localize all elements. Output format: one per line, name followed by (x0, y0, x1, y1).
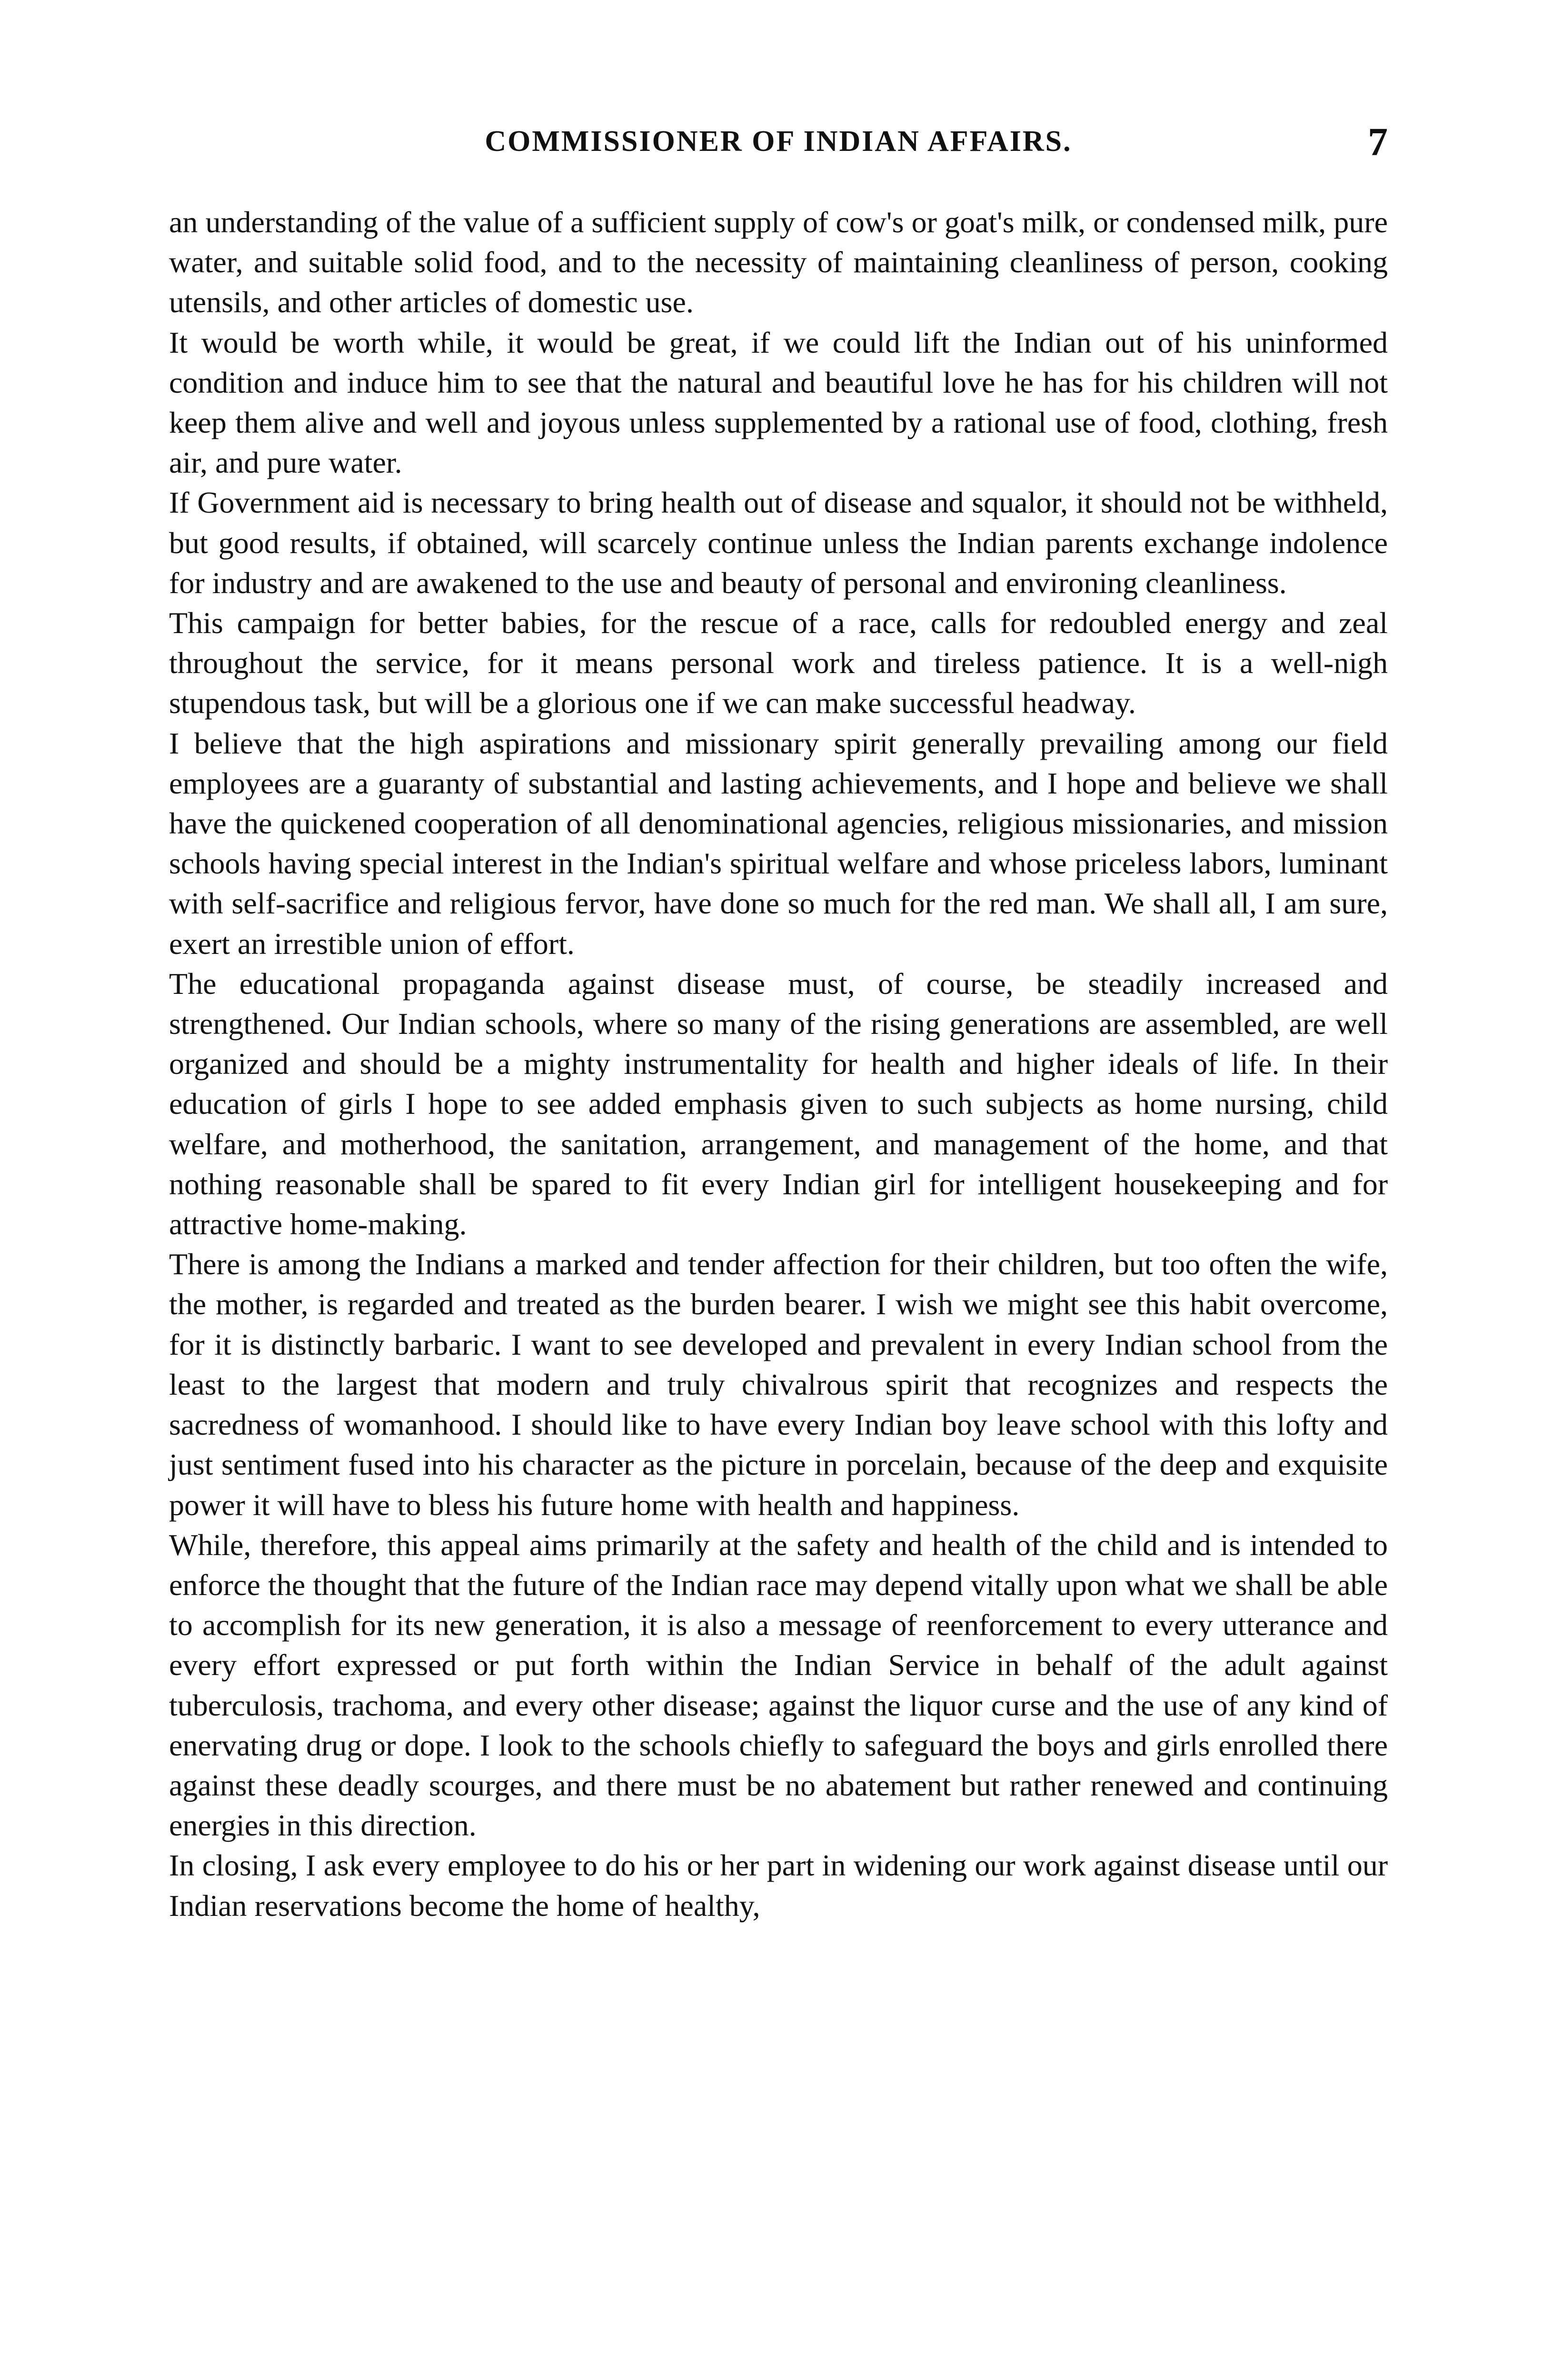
paragraph-government-aid: If Government aid is necessary to bring health out of disease and squalor, it should not be withheld, but good results, if obtained, will scarcely continue unless the Indian parents exchange indolence for industry and are awakened to the use and beauty of personal and environing cleanliness. (169, 486, 1388, 600)
text-body (169, 202, 1388, 1926)
paragraph-educational-propaganda: The educational propaganda against disease must, of course, be steadily increased and strengthened. Our Indian schools, where so many of the rising generations are assembled, are well organized and should be a mighty instrumentality for health and higher ideals of life. In their education of girls I hope to see added emphasis given to such subjects as home nursing, child welfare, and motherhood, the sanitation, arrangement, and management of the home, and that nothing reasonable shall be spared to fit every Indian girl for intelligent housekeeping and for attractive home-making. (169, 966, 1388, 1241)
page-number: 7 (1368, 120, 1388, 164)
page-header (169, 120, 1388, 168)
paragraph-lift-indian: It would be worth while, it would be great, if we could lift the Indian out of his uninformed condition and induce him to see that the natural and beautiful love he has for his children will not keep them alive and well and joyous unless supplemented by a rational use of food, clothing, fresh air, and pure water. (169, 325, 1388, 480)
paragraph-affection: There is among the Indians a marked and tender affection for their children, but too often the wife, the mother, is regarded and treated as the burden bearer. I wish we might see this habit overcome, for it is distinctly barbaric. I want to see developed and prevalent in every Indian school from the least to the largest that modern and truly chivalrous spirit that recognizes and respects the sacredness of womanhood. I should like to have every Indian boy leave school with this lofty and just sentiment fused into his character as the picture in porcelain, because of the deep and exquisite power it will have to bless his future home with health and happiness. (169, 1247, 1388, 1522)
paragraph-closing: In closing, I ask every employee to do his or her part in widening our work against disease until our Indian reservations become the home of healthy, (169, 1848, 1388, 1923)
running-head: COMMISSIONER OF INDIAN AFFAIRS. (485, 125, 1072, 158)
paragraph-aspirations: I believe that the high aspirations and missionary spirit generally prevailing among our field employees are a guaranty of substantial and lasting achievements, and I hope and believe we shall have the quickened cooperation of all denominational agencies, religious missionaries, and mission schools having special interest in the Indian's spiritual welfare and whose priceless labors, luminant with self-sacrifice and religious fervor, have done so much for the red man. We shall all, I am sure, exert an irrestible union of effort. (169, 726, 1388, 961)
paragraph-appeal: While, therefore, this appeal aims primarily at the safety and health of the child and is intended to enforce the thought that the future of the Indian race may depend vitally upon what we shall be able to accomplish for its new generation, it is also a message of reenforcement to every utterance and every effort expressed or put forth within the Indian Service in behalf of the adult against tuberculosis, trachoma, and every other disease; against the liquor curse and the use of any kind of enervating drug or dope. I look to the schools chiefly to safeguard the boys and girls enrolled there against these deadly scourges, and there must be no abatement but rather renewed and continuing energies in this direction. (169, 1527, 1388, 1843)
paragraph-continuation: an understanding of the value of a sufficient supply of cow's or goat's milk, or condensed milk, pure water, and suitable solid food, and to the necessity of maintaining cleanliness of person, cooking utensils, and other articles of domestic use. (169, 205, 1388, 319)
paragraph-campaign: This campaign for better babies, for the rescue of a race, calls for redoubled energy and zeal throughout the service, for it means personal work and tireless patience. It is a well-nigh stupendous task, but will be a glorious one if we can make successful headway. (169, 606, 1388, 720)
